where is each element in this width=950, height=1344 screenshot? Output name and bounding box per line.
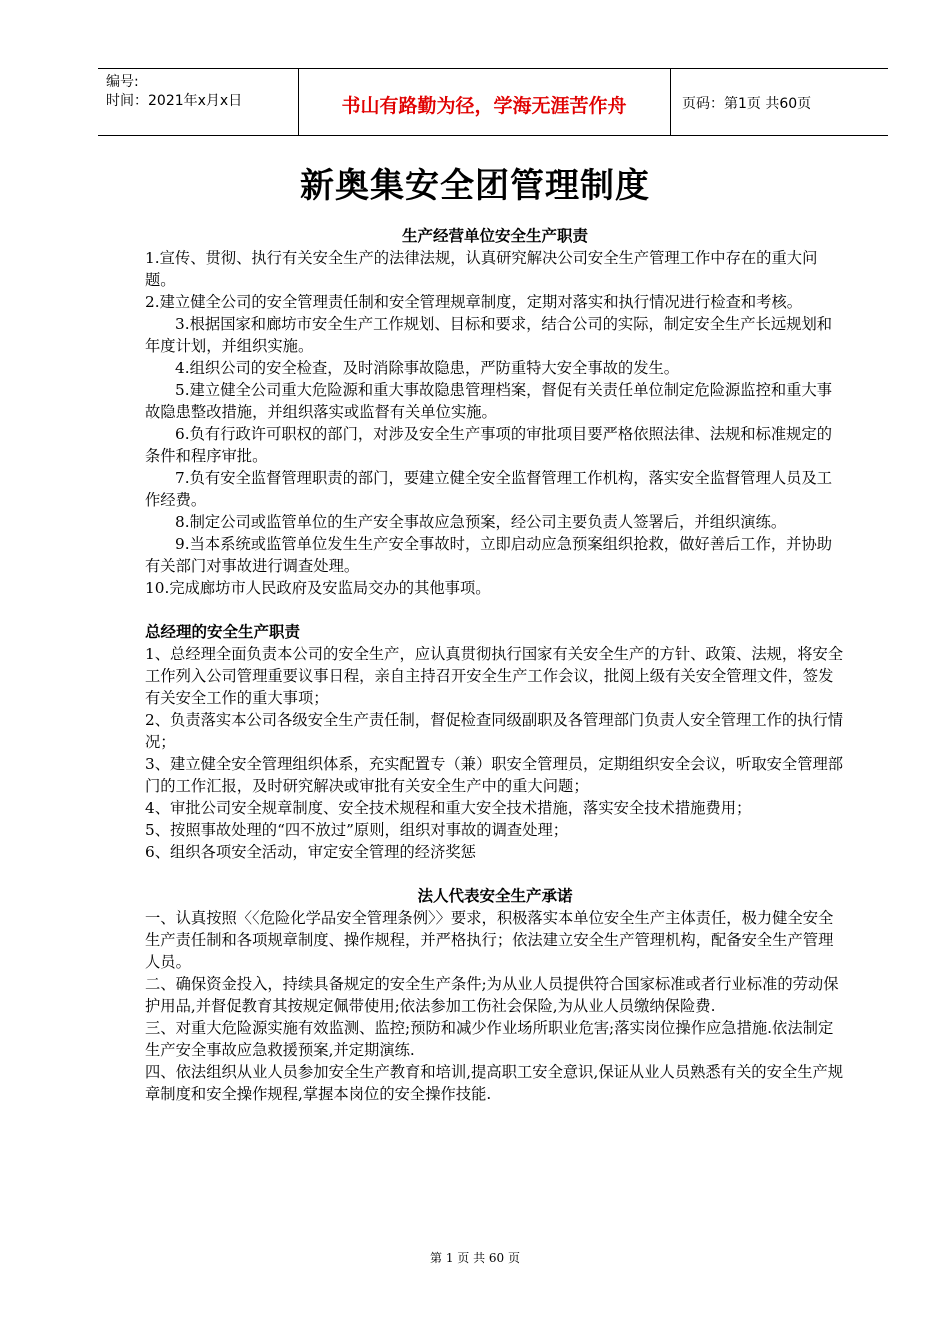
paragraph: 一、认真按照〈〈危险化学品安全管理条例〉〉要求，积极落实本单位安全生产主体责任，极力健全安全生产责任制和各项规章制度、操作规程，并严格执行；依法建立安全生产管理机构，配备安全生产管理人员。 [145,909,834,971]
document-number-label: 编号: [106,74,139,90]
paragraph: 4.组织公司的安全检查，及时消除事故隐患，严防重特大安全事故的发生。 [175,359,680,377]
paragraph: 3、建立健全安全管理组织体系，充实配置专（兼）职安全管理员，定期组织安全会议，听取安全管理部门的工作汇报，及时研究解决或审批有关安全生产中的重大问题； [145,755,844,795]
header-motto: 书山有路勤为径，学海无涯苦作舟 [341,95,627,117]
document-time: 时间：2021年x月x日 [106,93,243,109]
document-title: 新奥集安全团管理制度 [300,166,650,206]
paragraph: 10.完成廊坊市人民政府及安监局交办的其他事项。 [145,579,491,597]
paragraph: 1.宣传、贯彻、执行有关安全生产的法律法规，认真研究解决公司安全生产管理工作中存在的重大问题。 [145,249,818,289]
section-heading: 总经理的安全生产职责 [145,623,301,641]
header-page-info: 页码：第1页 共60页 [682,96,812,112]
paragraph: 5、按照事故处理的“四不放过”原则，组织对事故的调查处理； [145,821,569,839]
paragraph: 9.当本系统或监管单位发生生产安全事故时，立即启动应急预案组织抢救，做好善后工作，并协助有关部门对事故进行调查处理。 [145,535,833,575]
page-header [98,68,888,136]
paragraph: 2.建立健全公司的安全管理责任制和安全管理规章制度，定期对落实和执行情况进行检查和考核。 [145,293,803,311]
paragraph: 6、组织各项安全活动，审定安全管理的经济奖惩 [145,843,476,861]
paragraph: 二、确保资金投入，持续具备规定的安全生产条件;为从业人员提供符合国家标准或者行业标准的劳动保护用品,并督促教育其按规定佩带使用;依法参加工伤社会保险,为从业人员缴纳保险费. [145,975,839,1015]
paragraph: 4、审批公司安全规章制度、安全技术规程和重大安全技术措施，落实安全技术措施费用； [145,799,752,817]
paragraph: 1、总经理全面负责本公司的安全生产，应认真贯彻执行国家有关安全生产的方针、政策、法规，将安全工作列入公司管理重要议事日程，亲自主持召开安全生产工作会议，批阅上级有关安全管理文件，签发有关安全工作的重大事项； [145,645,844,707]
paragraph: 7.负有安全监督管理职责的部门，要建立健全安全监督管理工作机构，落实安全监督管理人员及工作经费。 [145,469,833,509]
section-heading: 生产经营单位安全生产职责 [401,227,588,245]
paragraph: 3.根据国家和廊坊市安全生产工作规划、目标和要求，结合公司的实际，制定安全生产长远规划和年度计划，并组织实施。 [145,315,833,355]
header-meta [106,73,242,111]
paragraph: 6.负有行政许可职权的部门，对涉及安全生产事项的审批项目要严格依照法律、法规和标准规定的条件和程序审批。 [145,425,833,465]
header-divider [670,69,671,135]
paragraph: 四、依法组织从业人员参加安全生产教育和培训,提高职工安全意识,保证从业人员熟悉有关的安全生产规章制度和安全操作规程,掌握本岗位的安全操作技能. [145,1063,844,1103]
paragraph: 5.建立健全公司重大危险源和重大事故隐患管理档案，督促有关责任单位制定危险源监控和重大事故隐患整改措施，并组织落实或监督有关单位实施。 [145,381,833,421]
document-body [145,225,845,1105]
paragraph: 三、对重大危险源实施有效监测、监控;预防和减少作业场所职业危害;落实岗位操作应急措施.依法制定生产安全事故应急救援预案,并定期演练. [145,1019,834,1059]
section-heading: 法人代表安全生产承诺 [417,887,573,905]
page-footer: 第 1 页 共 60 页 [430,1251,520,1265]
paragraph: 8.制定公司或监管单位的生产安全事故应急预案，经公司主要负责人签署后，并组织演练。 [175,513,787,531]
paragraph: 2、负责落实本公司各级安全生产责任制，督促检查同级副职及各管理部门负责人安全管理工作的执行情况； [145,711,844,751]
